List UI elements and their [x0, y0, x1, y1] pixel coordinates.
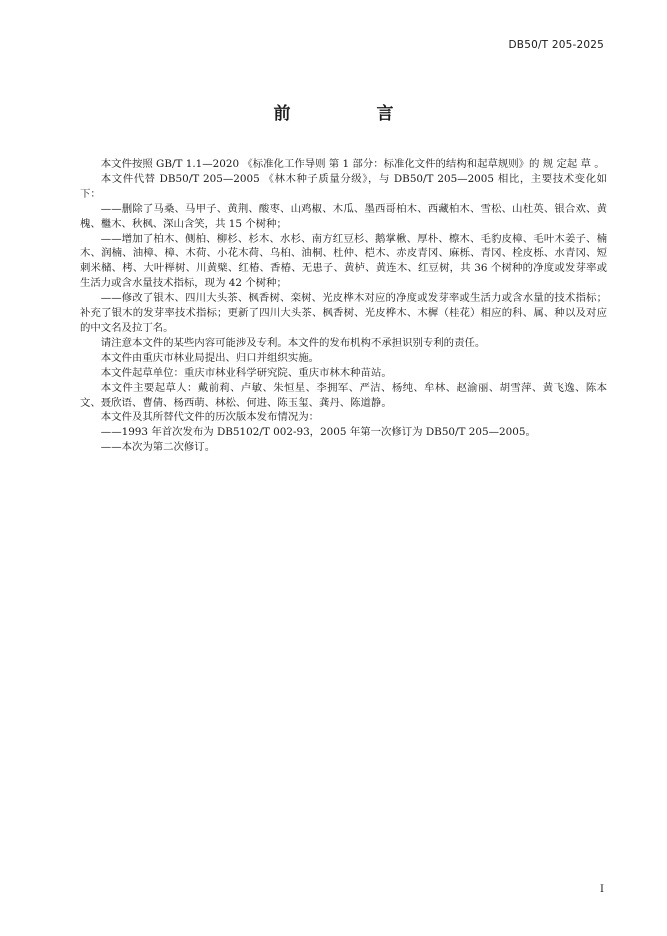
list-item-modified-indicators: ——修改了银木、四川大头茶、枫香树、栾树、光皮桦木对应的净度或发芽率或生活力或含水量的技术指标；补充了银木的发芽率技术指标；更新了四川大头茶、枫香树、光皮桦木、木樨（桂花）相应的科、属、种以及对应的中文名及拉丁名。: [80, 292, 607, 334]
paragraph-version-history: 本文件及其所替代文件的历次版本发布情况为：: [100, 411, 319, 424]
paragraph-patent-notice: 请注意本文件的某些内容可能涉及专利。本文件的发布机构不承担识别专利的责任。: [100, 336, 486, 349]
header-standard-code: DB50/T 205-2025: [508, 39, 604, 51]
page-number: I: [600, 884, 604, 895]
paragraph-replacement-note: 本文件代替 DB50/T 205—2005 《林木种子质量分级》，与 DB50/T 205—2005 相比，主要技术变化如下：: [80, 172, 607, 200]
paragraph-drafting-units: 本文件起草单位：重庆市林业科学研究院、重庆市林木种苗站。: [100, 366, 392, 379]
page-title: 前 言: [273, 104, 434, 124]
paragraph-drafting-rules: 本文件按照 GB/T 1.1—2020 《标准化工作导则 第 1 部分：标准化文件的结构和起草规则》的 规 定起 草 。: [100, 158, 605, 170]
paragraph-drafters: 本文件主要起草人：戴前莉、卢敏、朱恒星、李拥军、严洁、杨纯、牟林、赵渝丽、胡雪萍、黄飞逸、陈本文、聂欣语、曹倩、杨西萌、林松、何进、陈玉玺、龚丹、陈道静。: [80, 381, 607, 409]
list-item-first-release: ——1993 年首次发布为 DB5102/T 002-93，2005 年第一次修订为 DB50/T 205—2005。: [100, 426, 536, 439]
list-item-removed-species: ——删除了马桑、马甲子、黄荆、酸枣、山鸡椒、木瓜、墨西哥柏木、西藏柏木、雪松、山杜英、银合欢、黄槐、檵木、秋枫、深山含笑，共 15 个树种；: [80, 202, 607, 230]
list-item-added-species: ——增加了柏木、侧柏、柳杉、杉木、水杉、南方红豆杉、鹅掌楸、厚朴、檫木、毛豹皮樟、毛叶木姜子、楠木、润楠、油樟、樟、木荷、小花木荷、乌桕、油桐、杜仲、桤木、赤皮青冈、麻栎、青冈、栓皮栎、水青冈、短刺米槠、栲、大叶榉树、川黄檗、红椿、香椿、无患子、黄栌、黄连木、红豆树，共 36 个树种的净度或发芽率或生活力或含水量技术指标，现为 42 个树种；: [80, 232, 607, 290]
foreword-body: [80, 157, 607, 455]
list-item-second-revision: ——本次为第二次修订。: [100, 441, 216, 454]
paragraph-proposer: 本文件由重庆市林业局提出、归口并组织实施。: [100, 351, 319, 364]
